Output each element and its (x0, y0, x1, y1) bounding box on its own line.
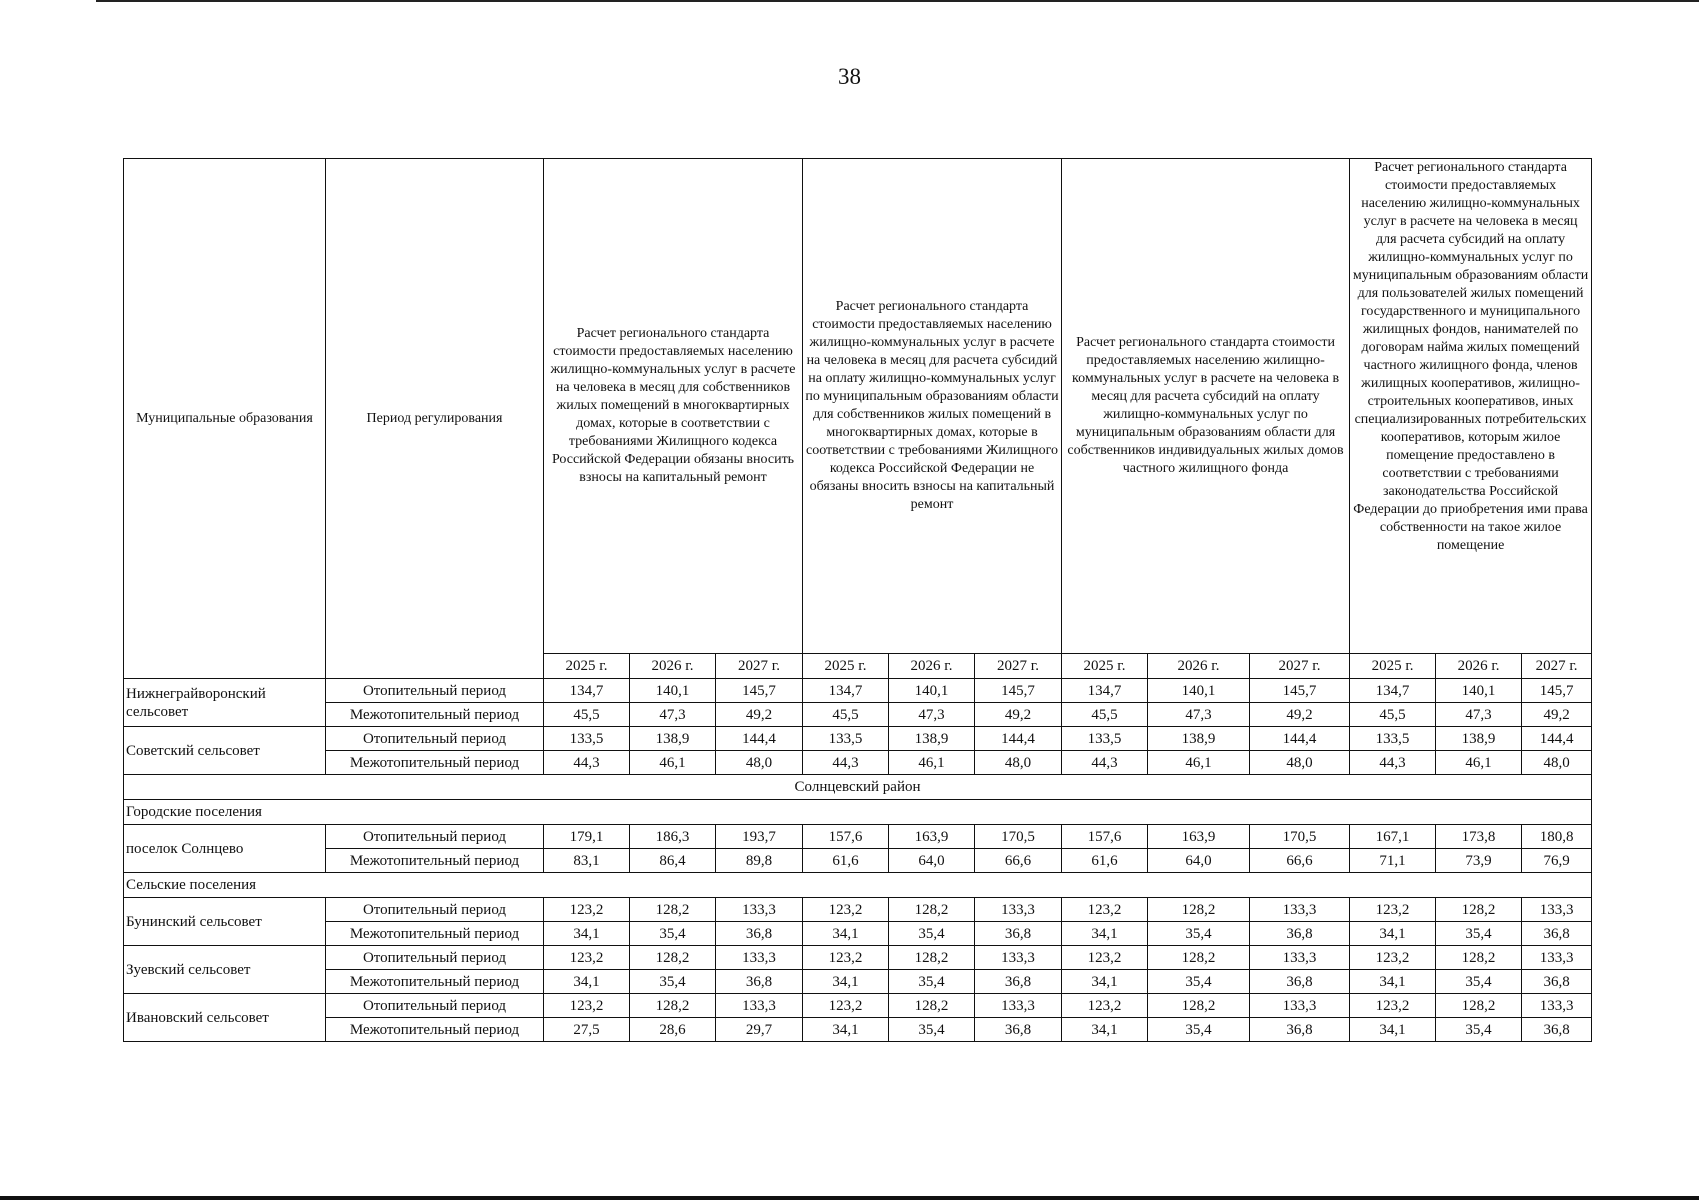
table-row (124, 922, 1592, 946)
value-cell: 28,6 (630, 1018, 716, 1042)
value-cell: 49,2 (1250, 703, 1350, 727)
value-cell: 35,4 (889, 1018, 975, 1042)
header-group-non-payers: Расчет регионального стандарта стоимости предоставляемых населению жилищно-коммунальных услуг в расчете на человека в месяц для расчета субсидий на оплату жилищно-коммунальных услуг по муниципальным образованиям области для собственников жилых помещений в многоквартирных домах, которые в соответствии с требованиями Жилищного кодекса Российской Федерации не обязаны вносить взносы на капитальный ремонт (803, 159, 1062, 654)
value-cell: 66,6 (1250, 849, 1350, 873)
year-header: 2025 г. (1062, 654, 1148, 679)
value-cell: 144,4 (1522, 727, 1592, 751)
value-cell: 123,2 (803, 994, 889, 1018)
period-label: Межотопительный период (326, 922, 544, 946)
value-cell: 134,7 (803, 679, 889, 703)
value-cell: 140,1 (1436, 679, 1522, 703)
value-cell: 45,5 (1062, 703, 1148, 727)
municipality-name: Ивановский сельсовет (124, 994, 326, 1042)
value-cell: 47,3 (889, 703, 975, 727)
value-cell: 138,9 (630, 727, 716, 751)
value-cell: 145,7 (975, 679, 1062, 703)
table-row (124, 1018, 1592, 1042)
value-cell: 133,3 (975, 946, 1062, 970)
value-cell: 64,0 (1148, 849, 1250, 873)
period-label: Межотопительный период (326, 1018, 544, 1042)
value-cell: 45,5 (544, 703, 630, 727)
value-cell: 76,9 (1522, 849, 1592, 873)
value-cell: 128,2 (1148, 946, 1250, 970)
value-cell: 133,5 (544, 727, 630, 751)
section-row (124, 800, 1592, 825)
section-urban: Городские поселения (124, 800, 1592, 825)
value-cell: 73,9 (1436, 849, 1522, 873)
municipality-name: поселок Солнцево (124, 825, 326, 873)
value-cell: 163,9 (1148, 825, 1250, 849)
value-cell: 123,2 (803, 898, 889, 922)
top-border-rule (96, 0, 1699, 2)
year-header: 2026 г. (1148, 654, 1250, 679)
value-cell: 35,4 (630, 922, 716, 946)
value-cell: 71,1 (1350, 849, 1436, 873)
value-cell: 49,2 (975, 703, 1062, 727)
value-cell: 157,6 (803, 825, 889, 849)
value-cell: 128,2 (630, 898, 716, 922)
value-cell: 170,5 (1250, 825, 1350, 849)
value-cell: 133,3 (975, 898, 1062, 922)
header-period: Период регулирования (326, 159, 544, 679)
value-cell: 123,2 (1350, 898, 1436, 922)
value-cell: 179,1 (544, 825, 630, 849)
value-cell: 144,4 (975, 727, 1062, 751)
value-cell: 133,3 (716, 994, 803, 1018)
value-cell: 145,7 (1250, 679, 1350, 703)
value-cell: 140,1 (889, 679, 975, 703)
period-label: Межотопительный период (326, 849, 544, 873)
subsidy-standard-table (123, 158, 1592, 1042)
period-label: Отопительный период (326, 994, 544, 1018)
municipality-name: Нижнеграйворонский сельсовет (124, 679, 326, 727)
value-cell: 133,3 (1250, 898, 1350, 922)
section-rural: Сельские поселения (124, 873, 1592, 898)
value-cell: 27,5 (544, 1018, 630, 1042)
value-cell: 128,2 (889, 994, 975, 1018)
value-cell: 163,9 (889, 825, 975, 849)
value-cell: 123,2 (544, 898, 630, 922)
value-cell: 133,3 (716, 898, 803, 922)
value-cell: 36,8 (716, 922, 803, 946)
value-cell: 128,2 (1436, 898, 1522, 922)
value-cell: 144,4 (1250, 727, 1350, 751)
value-cell: 193,7 (716, 825, 803, 849)
table-row (124, 825, 1592, 849)
period-label: Межотопительный период (326, 970, 544, 994)
table-row (124, 727, 1592, 751)
value-cell: 36,8 (1522, 1018, 1592, 1042)
value-cell: 144,4 (716, 727, 803, 751)
header-group-tenants: Расчет регионального стандарта стоимости предоставляемых населению жилищно-коммунальных услуг в расчете на человека в месяц для расчета субсидий на оплату жилищно-коммунальных услуг по муниципальным образованиям области для пользователей жилых помещений государственного и муниципального жилищных фондов, нанимателей по договорам найма жилых помещений частного жилищного фонда, членов жилищных кооперативов, жилищно-строительных кооперативов, иных специализированных потребительских кооперативов, которым жилое помещение предоставлено в соответствии с требованиями законодательства Российской Федерации до приобретения ими права собственности на такое жилое помещение (1350, 159, 1592, 654)
value-cell: 35,4 (1148, 922, 1250, 946)
value-cell: 133,5 (803, 727, 889, 751)
value-cell: 123,2 (544, 946, 630, 970)
value-cell: 83,1 (544, 849, 630, 873)
value-cell: 34,1 (803, 970, 889, 994)
value-cell: 35,4 (889, 922, 975, 946)
year-header: 2025 г. (1350, 654, 1436, 679)
value-cell: 36,8 (1522, 970, 1592, 994)
value-cell: 128,2 (1148, 898, 1250, 922)
value-cell: 36,8 (1522, 922, 1592, 946)
value-cell: 89,8 (716, 849, 803, 873)
value-cell: 128,2 (1436, 946, 1522, 970)
value-cell: 34,1 (544, 922, 630, 946)
value-cell: 44,3 (544, 751, 630, 775)
value-cell: 34,1 (803, 922, 889, 946)
value-cell: 128,2 (1436, 994, 1522, 1018)
value-cell: 47,3 (1436, 703, 1522, 727)
value-cell: 48,0 (975, 751, 1062, 775)
period-label: Отопительный период (326, 727, 544, 751)
value-cell: 138,9 (1436, 727, 1522, 751)
value-cell: 123,2 (544, 994, 630, 1018)
value-cell: 48,0 (1250, 751, 1350, 775)
value-cell: 61,6 (803, 849, 889, 873)
section-row (124, 873, 1592, 898)
year-header: 2026 г. (889, 654, 975, 679)
value-cell: 133,5 (1350, 727, 1436, 751)
value-cell: 35,4 (1436, 1018, 1522, 1042)
municipality-name: Бунинский сельсовет (124, 898, 326, 946)
value-cell: 133,3 (1522, 946, 1592, 970)
value-cell: 86,4 (630, 849, 716, 873)
value-cell: 133,3 (1250, 946, 1350, 970)
period-label: Отопительный период (326, 946, 544, 970)
value-cell: 123,2 (1062, 994, 1148, 1018)
value-cell: 61,6 (1062, 849, 1148, 873)
page-number: 38 (838, 64, 861, 89)
value-cell: 128,2 (889, 946, 975, 970)
value-cell: 48,0 (1522, 751, 1592, 775)
year-header: 2025 г. (803, 654, 889, 679)
value-cell: 35,4 (1148, 1018, 1250, 1042)
table-row (124, 849, 1592, 873)
header-municipality: Муниципальные образования (124, 159, 326, 679)
header-group-capital-repair-payers: Расчет регионального стандарта стоимости предоставляемых населению жилищно-коммунальных услуг в расчете на человека в месяц для собственников жилых помещений в многоквартирных домах, которые в соответствии с требованиями Жилищного кодекса Российской Федерации обязаны вносить взносы на капитальный ремонт (544, 159, 803, 654)
year-header: 2027 г. (975, 654, 1062, 679)
value-cell: 133,3 (1250, 994, 1350, 1018)
value-cell: 36,8 (1250, 1018, 1350, 1042)
value-cell: 36,8 (716, 970, 803, 994)
period-label: Межотопительный период (326, 703, 544, 727)
value-cell: 35,4 (1148, 970, 1250, 994)
table-row (124, 703, 1592, 727)
value-cell: 44,3 (1350, 751, 1436, 775)
value-cell: 36,8 (975, 922, 1062, 946)
value-cell: 34,1 (1350, 922, 1436, 946)
value-cell: 123,2 (1350, 994, 1436, 1018)
value-cell: 123,2 (803, 946, 889, 970)
table-row (124, 751, 1592, 775)
table-body (124, 679, 1592, 1042)
value-cell: 46,1 (1436, 751, 1522, 775)
value-cell: 133,3 (716, 946, 803, 970)
district-row (124, 775, 1592, 800)
value-cell: 36,8 (1250, 970, 1350, 994)
value-cell: 157,6 (1062, 825, 1148, 849)
value-cell: 133,3 (1522, 994, 1592, 1018)
municipality-name: Зуевский сельсовет (124, 946, 326, 994)
value-cell: 134,7 (1062, 679, 1148, 703)
year-header: 2027 г. (716, 654, 803, 679)
value-cell: 34,1 (1062, 970, 1148, 994)
header-row (124, 159, 1592, 654)
value-cell: 138,9 (1148, 727, 1250, 751)
period-label: Отопительный период (326, 825, 544, 849)
value-cell: 49,2 (1522, 703, 1592, 727)
year-header: 2026 г. (630, 654, 716, 679)
value-cell: 35,4 (1436, 970, 1522, 994)
value-cell: 128,2 (630, 946, 716, 970)
value-cell: 36,8 (975, 970, 1062, 994)
value-cell: 173,8 (1436, 825, 1522, 849)
value-cell: 180,8 (1522, 825, 1592, 849)
value-cell: 46,1 (630, 751, 716, 775)
year-header: 2025 г. (544, 654, 630, 679)
table-row (124, 994, 1592, 1018)
value-cell: 133,3 (975, 994, 1062, 1018)
value-cell: 123,2 (1350, 946, 1436, 970)
value-cell: 123,2 (1062, 946, 1148, 970)
value-cell: 128,2 (889, 898, 975, 922)
value-cell: 46,1 (1148, 751, 1250, 775)
table-row (124, 898, 1592, 922)
value-cell: 47,3 (1148, 703, 1250, 727)
district-name: Солнцевский район (124, 775, 1592, 800)
value-cell: 167,1 (1350, 825, 1436, 849)
value-cell: 34,1 (1350, 1018, 1436, 1042)
value-cell: 47,3 (630, 703, 716, 727)
value-cell: 45,5 (1350, 703, 1436, 727)
year-header: 2026 г. (1436, 654, 1522, 679)
value-cell: 128,2 (1148, 994, 1250, 1018)
value-cell: 34,1 (1350, 970, 1436, 994)
year-header: 2027 г. (1250, 654, 1350, 679)
value-cell: 138,9 (889, 727, 975, 751)
period-label: Отопительный период (326, 898, 544, 922)
value-cell: 64,0 (889, 849, 975, 873)
value-cell: 35,4 (889, 970, 975, 994)
table-row (124, 946, 1592, 970)
value-cell: 48,0 (716, 751, 803, 775)
period-label: Межотопительный период (326, 751, 544, 775)
value-cell: 133,3 (1522, 898, 1592, 922)
value-cell: 29,7 (716, 1018, 803, 1042)
value-cell: 140,1 (1148, 679, 1250, 703)
value-cell: 140,1 (630, 679, 716, 703)
value-cell: 49,2 (716, 703, 803, 727)
year-header: 2027 г. (1522, 654, 1592, 679)
value-cell: 36,8 (1250, 922, 1350, 946)
value-cell: 145,7 (1522, 679, 1592, 703)
value-cell: 133,5 (1062, 727, 1148, 751)
table-row (124, 970, 1592, 994)
value-cell: 44,3 (1062, 751, 1148, 775)
value-cell: 46,1 (889, 751, 975, 775)
value-cell: 36,8 (975, 1018, 1062, 1042)
value-cell: 66,6 (975, 849, 1062, 873)
table-row (124, 679, 1592, 703)
value-cell: 45,5 (803, 703, 889, 727)
municipality-name: Советский сельсовет (124, 727, 326, 775)
value-cell: 44,3 (803, 751, 889, 775)
value-cell: 134,7 (544, 679, 630, 703)
value-cell: 34,1 (544, 970, 630, 994)
value-cell: 145,7 (716, 679, 803, 703)
value-cell: 128,2 (630, 994, 716, 1018)
bottom-scan-edge (0, 1196, 1699, 1200)
value-cell: 34,1 (1062, 922, 1148, 946)
value-cell: 35,4 (630, 970, 716, 994)
value-cell: 134,7 (1350, 679, 1436, 703)
value-cell: 34,1 (1062, 1018, 1148, 1042)
value-cell: 34,1 (803, 1018, 889, 1042)
value-cell: 123,2 (1062, 898, 1148, 922)
value-cell: 35,4 (1436, 922, 1522, 946)
header-group-private-houses: Расчет регионального стандарта стоимости предоставляемых населению жилищно-коммунальных услуг в расчете на человека в месяц для расчета субсидий на оплату жилищно-коммунальных услуг по муниципальным образованиям области для собственников индивидуальных жилых домов частного жилищного фонда (1062, 159, 1350, 654)
value-cell: 186,3 (630, 825, 716, 849)
period-label: Отопительный период (326, 679, 544, 703)
value-cell: 170,5 (975, 825, 1062, 849)
